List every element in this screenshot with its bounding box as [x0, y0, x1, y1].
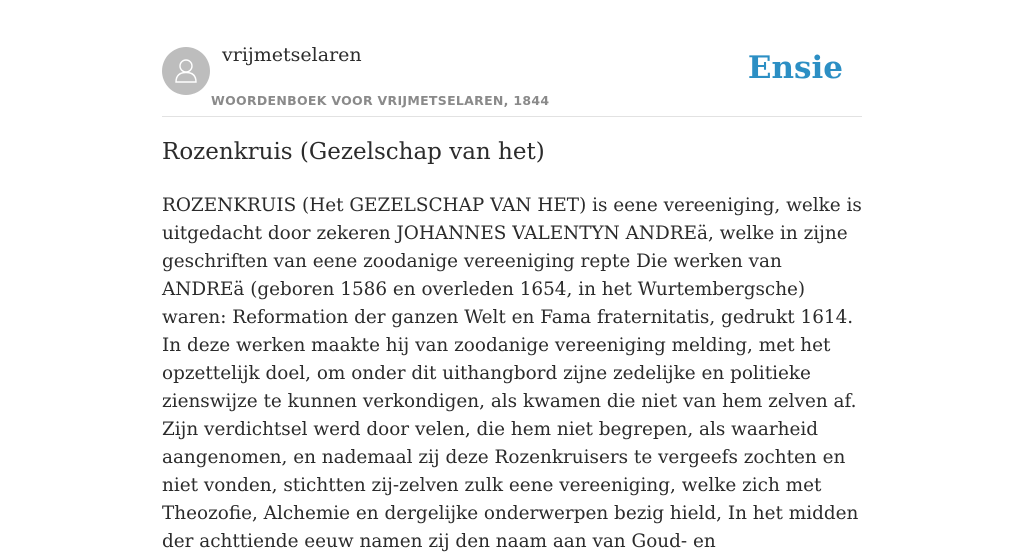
- article-header: [162, 0, 862, 117]
- site-logo[interactable]: Ensie: [747, 50, 843, 86]
- user-icon: [171, 56, 201, 86]
- avatar[interactable]: [162, 47, 210, 95]
- article-body: ROZENKRUIS (Het GEZELSCHAP VAN HET) is eene vereeniging, welke is uitgedacht door zekeren JOHANNES VALENTYN ANDREä, welke in zijne geschriften van eene zoodanige vereeniging repte Die werken van ANDREä (geboren 1586 en overleden 1654, in het Wurtembergsche) waren: Reformation der ganzen Welt en Fama fraternitatis, gedrukt 1614. In deze werken maakte hij van zoodanige vereeniging melding, met het opzettelijk doel, om onder dit uithangbord zijne zedelijke en politieke zienswijze te kunnen verkondigen, als kwamen die niet van hem zelven af. Zijn verdichtsel werd door velen, die hem niet begrepen, als waarheid aangenomen, en nademaal zij deze Rozenkruisers te vergeefs zochten en niet vonden, stichtten zij-zelven zulk eene vereeniging, welke zich met Theozofie, Alchemie en dergelijke onderwerpen bezig hield, In het midden der achttiende eeuw namen zij den naam aan van Goud- en: [162, 195, 862, 552]
- author-name[interactable]: vrijmetselaren: [222, 44, 362, 66]
- source-label[interactable]: WOORDENBOEK VOOR VRIJMETSELAREN, 1844: [211, 93, 550, 108]
- article-title: Rozenkruis (Gezelschap van het): [162, 139, 545, 165]
- article-container: [162, 0, 862, 552]
